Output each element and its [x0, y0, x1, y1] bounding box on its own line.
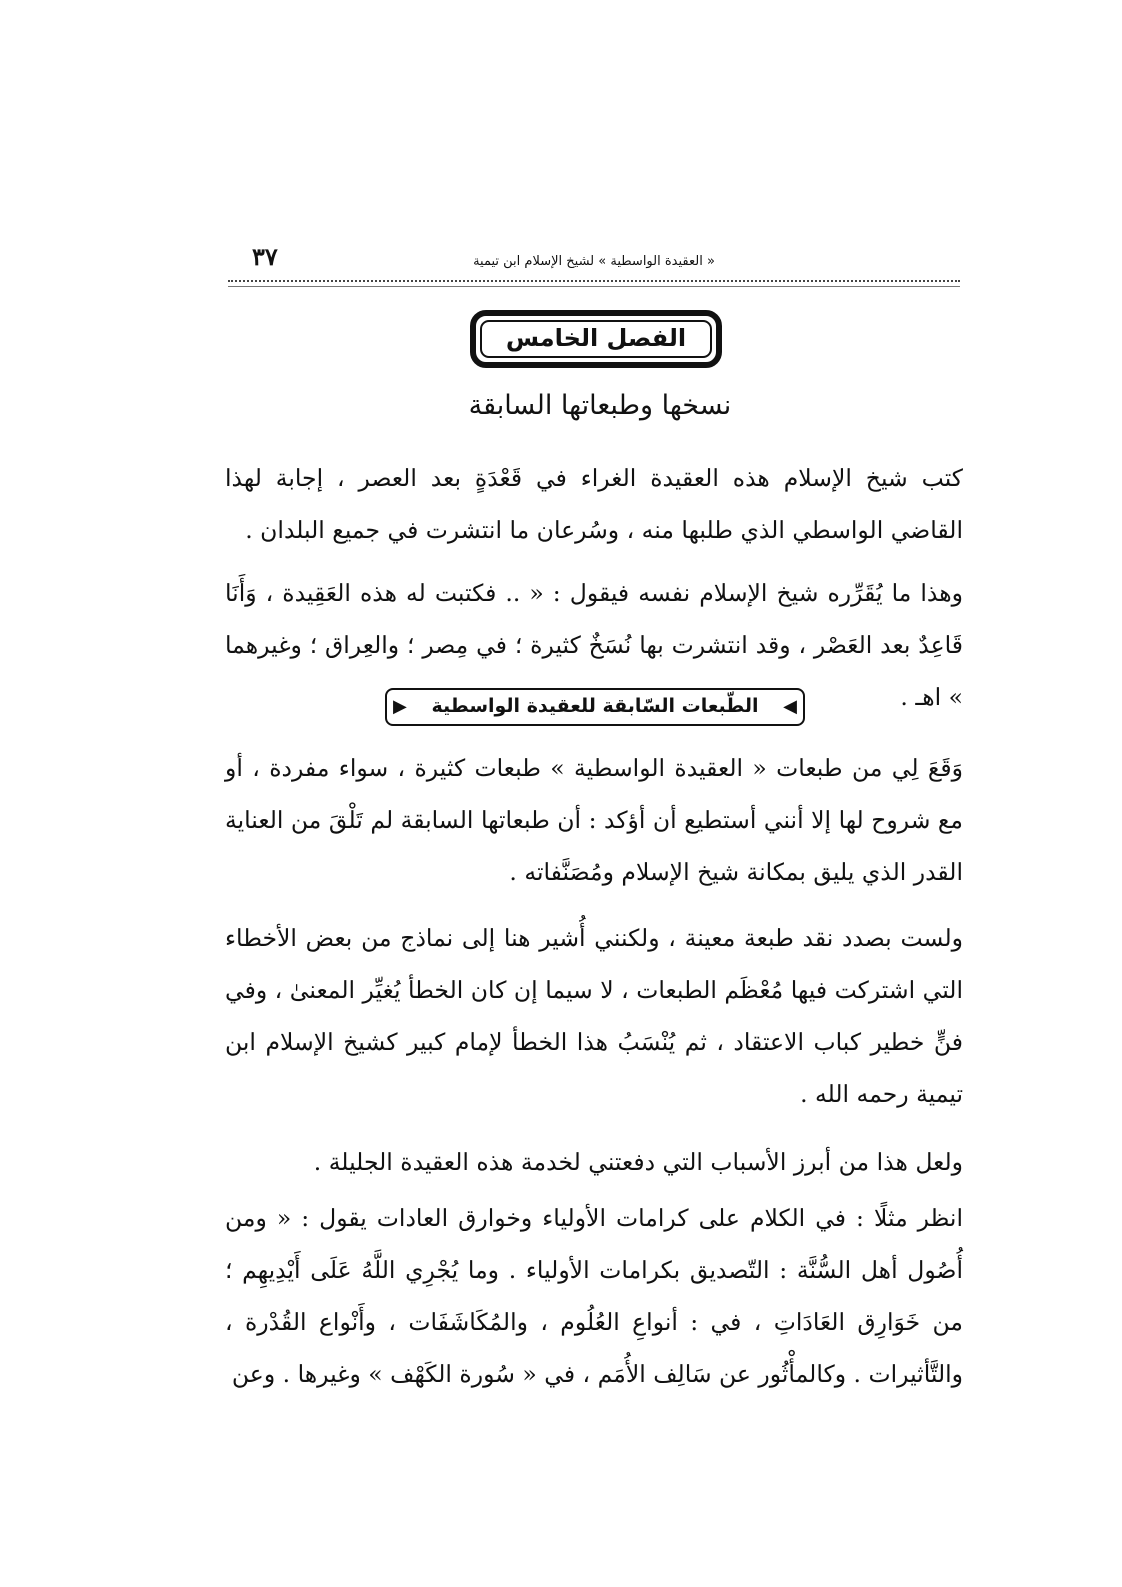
- paragraph-2: وهذا ما يُقَرِّره شيخ الإسلام نفسه فيقول : « .. فكتبت له هذه العَقِيدة ، وَأَنَا قَاعِدٌ بعد العَصْر ، وقد انتشرت بها نُسَخٌ كثيرة ؛ في مِصر ؛ والعِراق ؛ وغيرهما » اهـ .: [225, 579, 963, 711]
- chapter-title: الفصل الخامس: [505, 324, 687, 352]
- arrow-pointer-icon: ◀: [783, 696, 797, 717]
- subheading-frame: [385, 688, 805, 726]
- paragraph-4: ولست بصدد نقد طبعة معينة ، ولكنني أُشير هنا إلى نماذج من بعض الأخطاء التي اشتركت فيها مُعْظَم الطبعات ، لا سيما إن كان الخطأ يُغيِّر المعنىٰ ، وفي فنٍّ خطير كباب الاعتقاد ، ثم يُنْسَبُ هذا الخطأ لإمام كبير كشيخ الإسلام ابن تيمية رحمه الله .: [225, 924, 963, 1108]
- chapter-title-frame: [470, 310, 722, 368]
- paragraph-3: وَقَعَ لِي من طبعات « العقيدة الواسطية » طبعات كثيرة ، سواء مفردة ، أو مع شروح لها إلا أنني أستطيع أن أؤكد : أن طبعاتها السابقة لم تَلْقَ من العناية القدر الذي يليق بمكانة شيخ الإسلام ومُصَنَّفاته .: [225, 754, 963, 886]
- section-title: نسخها وطبعاتها السابقة: [468, 390, 732, 421]
- paragraph-5: ولعل هذا من أبرز الأسباب التي دفعتني لخدمة هذه العقيدة الجليلة .: [313, 1148, 963, 1176]
- header-divider: [228, 280, 960, 287]
- running-header: [228, 240, 960, 282]
- subheading-text: الطّبعات السّابقة للعقيدة الواسطية: [431, 695, 759, 717]
- page-number: ٣٧: [252, 242, 278, 271]
- arrow-pointer-icon: ▶: [393, 696, 407, 717]
- paragraph-6: انظر مثلًا : في الكلام على كرامات الأولياء وخوارق العادات يقول : « ومن أُصُول أهل السُّنَّة : التّصديق بكرامات الأولياء . وما يُجْرِي اللَّهُ عَلَى أَيْدِيهِم ؛ من خَوَارِق العَادَاتِ ، في : أنواعِ العُلُوم ، والمُكَاشَفَات ، وأَنْواع القُدْرة ، والتَّأثيرات . وكالمأْثُور عن سَالِف الأُمَم ، في « سُورة الكَهْف » وغيرها . وعن: [225, 1204, 963, 1388]
- running-title: « العقيدة الواسطية » لشيخ الإسلام ابن تيمية: [473, 254, 715, 269]
- paragraph-1: كتب شيخ الإسلام هذه العقيدة الغراء في قَعْدَةٍ بعد العصر ، إجابة لهذا القاضي الواسطي الذي طلبها منه ، وسُرعان ما انتشرت في جميع البلدان .: [225, 464, 963, 544]
